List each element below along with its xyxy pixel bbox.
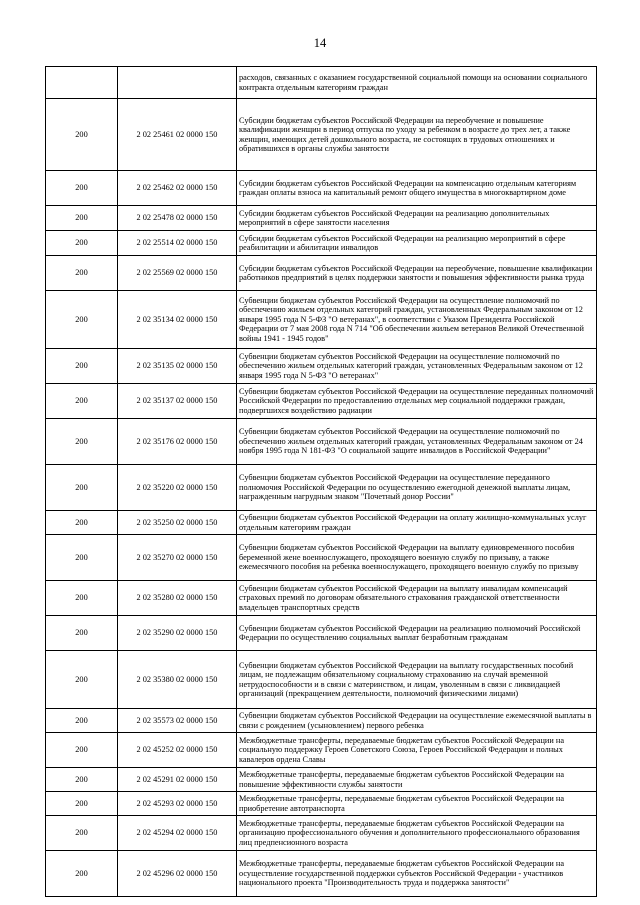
budget-code-cell: 2 02 35250 02 0000 150 <box>118 511 237 535</box>
revenue-name-cell: Субсидии бюджетам субъектов Российской Федерации на переобучение и повышение квалификации женщин в период отпуска по уходу за ребенком в возрасте до трех лет, а также женщин, имеющих детей дошкольного возраста, не состоящих в трудовых отношениях и обратившихся в органы службы занятости <box>237 99 597 171</box>
table-row <box>46 535 597 581</box>
admin-code-cell: 200 <box>46 709 118 733</box>
budget-code-cell: 2 02 45294 02 0000 150 <box>118 816 237 851</box>
revenue-name-cell: Субвенции бюджетам субъектов Российской Федерации на осуществление полномочий по обеспечению жильем отдельных категорий граждан, установленных Федеральным законом от 24 ноября 1995 года N 181-ФЗ "О социальной защите инвалидов в Российской Федерации" <box>237 419 597 465</box>
revenue-name-cell: Субсидии бюджетам субъектов Российской Федерации на реализацию дополнительных мероприятий в сфере занятости населения <box>237 206 597 231</box>
table-row <box>46 349 597 384</box>
table-row <box>46 616 597 651</box>
budget-code-cell <box>118 67 237 99</box>
table-row <box>46 709 597 733</box>
admin-code-cell <box>46 67 118 99</box>
revenue-name-cell: Межбюджетные трансферты, передаваемые бюджетам субъектов Российской Федерации на повышение эффективности службы занятости <box>237 768 597 792</box>
budget-revenue-table <box>45 66 597 897</box>
budget-code-cell: 2 02 25462 02 0000 150 <box>118 171 237 206</box>
table-row <box>46 816 597 851</box>
table-row <box>46 206 597 231</box>
budget-code-cell: 2 02 35137 02 0000 150 <box>118 384 237 419</box>
revenue-name-cell: Субсидии бюджетам субъектов Российской Федерации на реализацию мероприятий в сфере реабилитации и абилитации инвалидов <box>237 231 597 256</box>
budget-code-cell: 2 02 35280 02 0000 150 <box>118 581 237 616</box>
admin-code-cell: 200 <box>46 419 118 465</box>
revenue-name-cell: Субвенции бюджетам субъектов Российской Федерации на реализацию полномочий Российской Федерации по осуществлению социальных выплат безработным гражданам <box>237 616 597 651</box>
admin-code-cell: 200 <box>46 465 118 511</box>
table-row <box>46 231 597 256</box>
revenue-name-cell: Межбюджетные трансферты, передаваемые бюджетам субъектов Российской Федерации на осуществление государственной поддержки субъектов Российской Федерации - участников национального проекта "Производительность труда и поддержка занятости" <box>237 851 597 897</box>
table-row <box>46 511 597 535</box>
budget-code-cell: 2 02 25514 02 0000 150 <box>118 231 237 256</box>
revenue-name-cell: Межбюджетные трансферты, передаваемые бюджетам субъектов Российской Федерации на приобретение автотранспорта <box>237 792 597 816</box>
admin-code-cell: 200 <box>46 349 118 384</box>
revenue-name-cell: Субвенции бюджетам субъектов Российской Федерации на осуществление ежемесячной выплаты в связи с рождением (усыновлением) первого ребенка <box>237 709 597 733</box>
admin-code-cell: 200 <box>46 99 118 171</box>
table-row <box>46 99 597 171</box>
revenue-name-cell: Субвенции бюджетам субъектов Российской Федерации на выплату государственных пособий лицам, не подлежащим обязательному социальному страхованию на случай временной нетрудоспособности и в связи с материнством, и лицам, уволенным в связи с ликвидацией организаций (прекращением деятельности, полномочий физическими лицами) <box>237 651 597 709</box>
admin-code-cell: 200 <box>46 792 118 816</box>
budget-code-cell: 2 02 35220 02 0000 150 <box>118 465 237 511</box>
admin-code-cell: 200 <box>46 256 118 291</box>
revenue-name-cell: Субвенции бюджетам субъектов Российской Федерации на осуществление переданных полномочий Российской Федерации по предоставлению отдельных мер социальной поддержки граждан, подвергшихся воздействию радиации <box>237 384 597 419</box>
table-row <box>46 792 597 816</box>
budget-code-cell: 2 02 35290 02 0000 150 <box>118 616 237 651</box>
budget-code-cell: 2 02 45291 02 0000 150 <box>118 768 237 792</box>
budget-code-cell: 2 02 25461 02 0000 150 <box>118 99 237 171</box>
revenue-name-cell: Субвенции бюджетам субъектов Российской Федерации на оплату жилищно-коммунальных услуг отдельным категориям граждан <box>237 511 597 535</box>
admin-code-cell: 200 <box>46 651 118 709</box>
table-row <box>46 733 597 768</box>
admin-code-cell: 200 <box>46 511 118 535</box>
table-row <box>46 291 597 349</box>
revenue-name-cell: Субсидии бюджетам субъектов Российской Федерации на компенсацию отдельным категориям граждан оплаты взноса на капитальный ремонт общего имущества в многоквартирном доме <box>237 171 597 206</box>
budget-code-cell: 2 02 35270 02 0000 150 <box>118 535 237 581</box>
admin-code-cell: 200 <box>46 231 118 256</box>
budget-code-cell: 2 02 45252 02 0000 150 <box>118 733 237 768</box>
table-row <box>46 465 597 511</box>
admin-code-cell: 200 <box>46 616 118 651</box>
admin-code-cell: 200 <box>46 581 118 616</box>
table-row <box>46 419 597 465</box>
admin-code-cell: 200 <box>46 171 118 206</box>
budget-code-cell: 2 02 25569 02 0000 150 <box>118 256 237 291</box>
admin-code-cell: 200 <box>46 384 118 419</box>
revenue-name-cell: Субсидии бюджетам субъектов Российской Федерации на переобучение, повышение квалификации работников предприятий в целях поддержки занятости и повышения эффективности рынка труда <box>237 256 597 291</box>
revenue-name-cell: Субвенции бюджетам субъектов Российской Федерации на осуществление полномочий по обеспечению жильем отдельных категорий граждан, установленных Федеральным законом от 12 января 1995 года N 5-ФЗ "О ветеранах" <box>237 349 597 384</box>
page-number: 14 <box>313 36 327 50</box>
budget-code-cell: 2 02 35135 02 0000 150 <box>118 349 237 384</box>
admin-code-cell: 200 <box>46 851 118 897</box>
budget-code-cell: 2 02 45293 02 0000 150 <box>118 792 237 816</box>
budget-code-cell: 2 02 35380 02 0000 150 <box>118 651 237 709</box>
table-row <box>46 581 597 616</box>
budget-code-cell: 2 02 35134 02 0000 150 <box>118 291 237 349</box>
revenue-name-cell: Субвенции бюджетам субъектов Российской Федерации на осуществление переданного полномочия Российской Федерации по осуществлению ежегодной денежной выплаты лицам, награжденным нагрудным знаком "Почетный донор России" <box>237 465 597 511</box>
admin-code-cell: 200 <box>46 535 118 581</box>
budget-code-cell: 2 02 35176 02 0000 150 <box>118 419 237 465</box>
budget-code-cell: 2 02 35573 02 0000 150 <box>118 709 237 733</box>
table-row <box>46 851 597 897</box>
budget-code-cell: 2 02 25478 02 0000 150 <box>118 206 237 231</box>
table-body <box>46 67 597 897</box>
admin-code-cell: 200 <box>46 768 118 792</box>
revenue-name-cell: Межбюджетные трансферты, передаваемые бюджетам субъектов Российской Федерации на социальную поддержку Героев Советского Союза, Героев Российской Федерации и полных кавалеров ордена Славы <box>237 733 597 768</box>
table-row <box>46 256 597 291</box>
table-row <box>46 67 597 99</box>
table-row <box>46 384 597 419</box>
admin-code-cell: 200 <box>46 816 118 851</box>
admin-code-cell: 200 <box>46 733 118 768</box>
revenue-name-cell: Субвенции бюджетам субъектов Российской Федерации на выплату инвалидам компенсаций страховых премий по договорам обязательного страхования гражданской ответственности владельцев транспортных средств <box>237 581 597 616</box>
table-row <box>46 651 597 709</box>
table-row <box>46 768 597 792</box>
table-row <box>46 171 597 206</box>
revenue-name-cell: Межбюджетные трансферты, передаваемые бюджетам субъектов Российской Федерации на организацию профессионального обучения и дополнительного профессионального образования лиц предпенсионного возраста <box>237 816 597 851</box>
revenue-name-cell: Субвенции бюджетам субъектов Российской Федерации на осуществление полномочий по обеспечению жильем отдельных категорий граждан, установленных Федеральным законом от 12 января 1995 года N 5-ФЗ "О ветеранах", в соответствии с Указом Президента Российской Федерации от 7 мая 2008 года N 714 "Об обеспечении жильем ветеранов Великой Отечественной войны 1941 - 1945 годов" <box>237 291 597 349</box>
revenue-name-cell: расходов, связанных с оказанием государственной социальной помощи на основании социального контракта отдельным категориям граждан <box>237 67 597 99</box>
admin-code-cell: 200 <box>46 291 118 349</box>
budget-code-cell: 2 02 45296 02 0000 150 <box>118 851 237 897</box>
admin-code-cell: 200 <box>46 206 118 231</box>
revenue-name-cell: Субвенции бюджетам субъектов Российской Федерации на выплату единовременного пособия беременной жене военнослужащего, проходящего военную службу по призыву, а также ежемесячного пособия на ребенка военнослужащего, проходящего военную службу по призыву <box>237 535 597 581</box>
